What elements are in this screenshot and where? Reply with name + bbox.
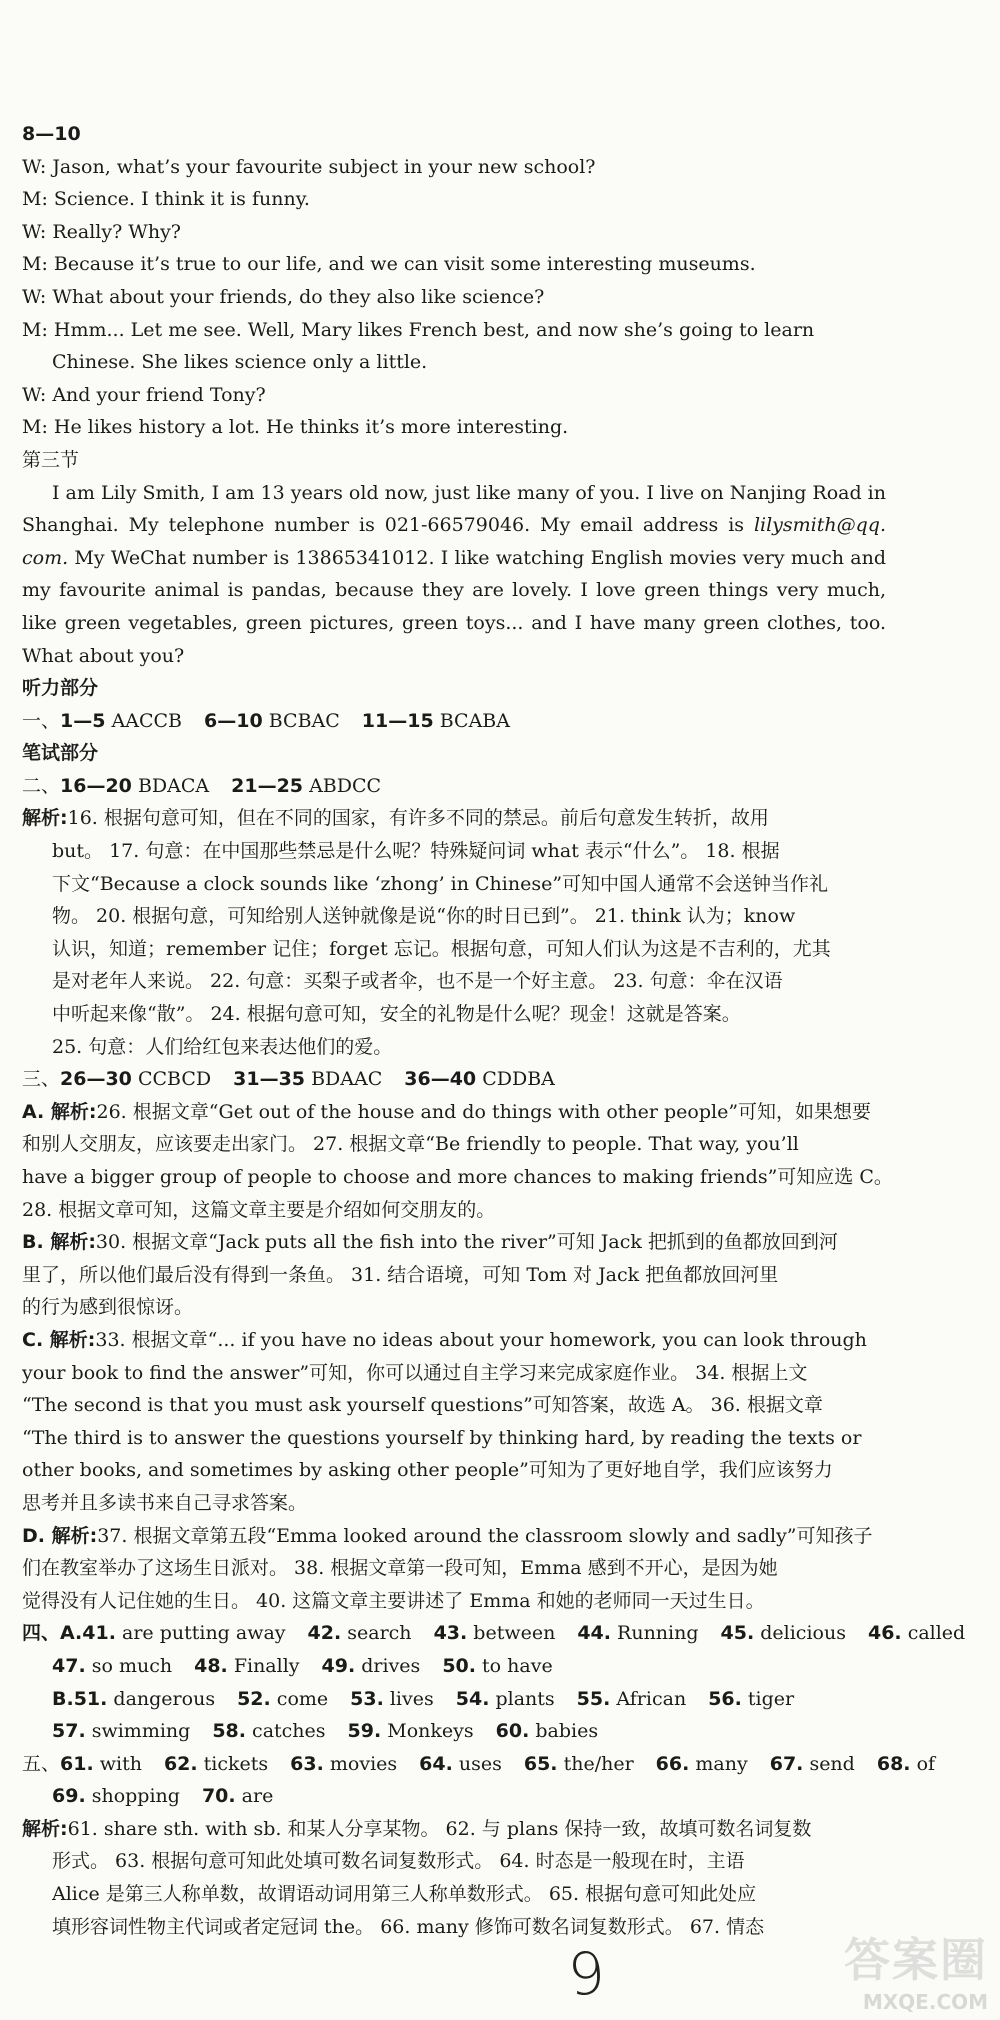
- explanation-label: 解析:: [22, 1817, 68, 1840]
- part3-answers: [22, 1063, 886, 1096]
- item-answer: called: [907, 1622, 966, 1645]
- dialogue-line: M: He likes history a lot. He thinks it’s more interesting.: [22, 416, 569, 439]
- part-prefix: 四、A.: [22, 1622, 83, 1645]
- item-answer: catches: [252, 1720, 326, 1743]
- item-number: 42.: [307, 1622, 342, 1645]
- part4-line: [22, 1617, 966, 1650]
- explanation-line: 和别人交朋友，应该要走出家门。 27. 根据文章“Be friendly to people. That way, you’ll: [22, 1133, 799, 1156]
- explanation-line: [22, 1813, 886, 1846]
- explanation-line: [22, 1324, 886, 1357]
- answer-letters: AACCB: [111, 709, 182, 732]
- item-answer: shopping: [91, 1785, 180, 1808]
- part-prefix: 三、: [22, 1068, 61, 1091]
- part4-line: [22, 1650, 886, 1683]
- item-answer: Running: [617, 1622, 699, 1645]
- section3-heading: 第三节: [22, 448, 80, 471]
- explanation-line: 25. 句意：人们给红包来表达他们的爱。: [52, 1035, 393, 1058]
- item-number: 41.: [82, 1622, 116, 1645]
- item-answer: so much: [91, 1654, 173, 1677]
- answer-range: 36—40: [404, 1068, 477, 1091]
- item-answer: send: [809, 1752, 855, 1775]
- item-number: 46.: [867, 1622, 902, 1645]
- passage-text-a: I am Lily Smith, I am 13 years old now, just like many of you. I live on Nanjing Road in Shanghai. My telephone number is 021-66579046. My email address is: [22, 481, 886, 537]
- explanation-label: C. 解析:: [22, 1328, 96, 1351]
- explanation-line: [22, 1226, 886, 1259]
- item-answer: tiger: [747, 1687, 795, 1710]
- explanation-label: A. 解析:: [22, 1100, 97, 1123]
- item-answer: movies: [329, 1752, 398, 1775]
- item-answer: delicious: [760, 1622, 846, 1645]
- item-number: 61.: [60, 1752, 94, 1775]
- explanation-text: 26. 根据文章“Get out of the house and do things with other people”可知，如果想要: [96, 1100, 872, 1123]
- item-number: 57.: [52, 1720, 86, 1743]
- explanation-line: 思考并且多读书来自己寻求答案。: [22, 1491, 308, 1514]
- explanation-line: 里了，所以他们最后没有得到一条鱼。 31. 结合语境，可知 Tom 对 Jack 把鱼都放回河里: [22, 1263, 779, 1286]
- item-number: 55.: [576, 1687, 611, 1710]
- item-number: 62.: [163, 1752, 198, 1775]
- explanation-text: 16. 根据句意可知，但在不同的国家，有许多不同的禁忌。前后句意发生转折，故用: [67, 807, 769, 830]
- explanation-text: 37. 根据文章第五段“Emma looked around the classroom slowly and sadly”可知孩子: [97, 1524, 873, 1547]
- item-answer: babies: [535, 1720, 599, 1743]
- dialogue-line: W: What about your friends, do they also like science?: [22, 285, 545, 308]
- explanation-line: 填形容词性物主代词或者定冠词 the。 66. many 修饰可数名词复数形式。 67. 情态: [52, 1915, 765, 1938]
- explanation-line: 28. 根据文章可知，这篇文章主要是介绍如何交朋友的。: [22, 1198, 496, 1221]
- explanation-label: 解析:: [22, 807, 68, 830]
- listening-answers: [22, 705, 886, 738]
- dialogue-line: W: And your friend Tony?: [22, 383, 266, 406]
- written-answers: [22, 770, 886, 803]
- dialogue-line: Chinese. She likes science only a little.: [52, 351, 428, 374]
- item-answer: are: [241, 1785, 274, 1808]
- dialogue-line: M: Because it’s true to our life, and we can visit some interesting museums.: [22, 253, 756, 276]
- explanation-line: “The third is to answer the questions yourself by thinking hard, by reading the texts or: [22, 1426, 862, 1449]
- answer-range: 11—15: [361, 709, 434, 732]
- part5-line: [22, 1780, 886, 1813]
- item-number: 59.: [347, 1720, 382, 1743]
- watermark-url: MXQE.COM: [862, 1990, 988, 2014]
- answer-range: 26—30: [60, 1068, 132, 1091]
- item-answer: Finally: [233, 1654, 300, 1677]
- answer-letters: BDAAC: [311, 1068, 383, 1091]
- explanation-line: 形式。 63. 根据句意可知此处填可数名词复数形式。 64. 时态是一般现在时，主语: [52, 1850, 745, 1873]
- item-answer: uses: [458, 1752, 502, 1775]
- explanation-line: [22, 1520, 886, 1553]
- part-prefix: B.: [52, 1687, 74, 1710]
- item-number: 50.: [442, 1654, 476, 1677]
- dialogue-line: W: Really? Why?: [22, 220, 181, 243]
- listening-heading: 听力部分: [22, 677, 99, 700]
- item-answer: search: [347, 1622, 412, 1645]
- item-number: 48.: [194, 1654, 228, 1677]
- item-answer: Monkeys: [387, 1720, 474, 1743]
- item-number: 53.: [350, 1687, 384, 1710]
- item-answer: between: [473, 1622, 556, 1645]
- item-answer: the/her: [563, 1752, 634, 1775]
- item-answer: are putting away: [122, 1622, 286, 1645]
- item-answer: lives: [389, 1687, 434, 1710]
- item-answer: African: [616, 1687, 687, 1710]
- item-answer: come: [276, 1687, 329, 1710]
- explanation-line: 认识，知道；remember 记住；forget 忘记。根据句意，可知人们认为这是不吉利的，尤其: [52, 937, 831, 960]
- item-number: 49.: [321, 1654, 356, 1677]
- explanation-line: 下文“Because a clock sounds like ‘zhong’ in Chinese”可知中国人通常不会送钟当作礼: [52, 872, 829, 895]
- part-prefix: 五、: [22, 1752, 61, 1775]
- answer-range: 21—25: [231, 774, 304, 797]
- dialogue-line: M: Hmm... Let me see. Well, Mary likes French best, and now she’s going to learn: [22, 318, 815, 341]
- section3-passage: [22, 477, 886, 673]
- item-number: 63.: [290, 1752, 324, 1775]
- item-number: 44.: [577, 1622, 611, 1645]
- explanation-line: 物。 20. 根据句意，可知给别人送钟就像是说“你的时日已到”。 21. think 认为；know: [52, 905, 796, 928]
- explanation-label: D. 解析:: [22, 1524, 98, 1547]
- answer-range: 31—35: [233, 1068, 306, 1091]
- explanation-text: 30. 根据文章“Jack puts all the fish into the river”可知 Jack 把抓到的鱼都放回到河: [95, 1231, 838, 1254]
- explanation-line: [22, 1096, 886, 1129]
- item-answer: with: [99, 1752, 142, 1775]
- item-answer: to have: [482, 1654, 553, 1677]
- explanation-line: [22, 802, 886, 835]
- watermark-logo: [844, 1924, 988, 2014]
- item-answer: swimming: [91, 1720, 191, 1743]
- item-number: 60.: [495, 1720, 530, 1743]
- answer-letters: BCABA: [439, 709, 510, 732]
- written-heading: 笔试部分: [22, 742, 99, 765]
- item-answer: plants: [495, 1687, 555, 1710]
- answer-page: [22, 118, 966, 1943]
- item-number: 69.: [52, 1785, 86, 1808]
- answer-letters: BCBAC: [268, 709, 340, 732]
- explanation-line: 是对老年人来说。 22. 句意：买梨子或者伞，也不是一个好主意。 23. 句意：伞在汉语: [52, 970, 783, 993]
- explanation-line: 觉得没有人记住她的生日。 40. 这篇文章主要讲述了 Emma 和她的老师同一天过生日。: [22, 1589, 765, 1612]
- item-number: 54.: [455, 1687, 490, 1710]
- explanation-text: 33. 根据文章“... if you have no ideas about your homework, you can look through: [95, 1328, 867, 1351]
- item-number: 70.: [201, 1785, 236, 1808]
- item-number: 45.: [720, 1622, 755, 1645]
- passage-text-b: My WeChat number is 13865341012. I like watching English movies very much and my favourite animal is pandas, because they are lovely. I love green things very much, like green vegetables, green pictures, green toys... and I have many green clothes, too. What about you?: [22, 546, 886, 667]
- explanation-text: 61. share sth. with sb. 和某人分享某物。 62. 与 plans 保持一致，故填可数名词复数: [67, 1817, 812, 1840]
- answer-range: 6—10: [204, 709, 263, 732]
- item-answer: of: [916, 1752, 936, 1775]
- dialogue-line: M: Science. I think it is funny.: [22, 188, 310, 211]
- explanation-line: 的行为感到很惊讶。: [22, 1296, 194, 1319]
- answer-letters: CCBCD: [137, 1068, 212, 1091]
- explanation-line: 中听起来像“散”。 24. 根据句意可知，安全的礼物是什么呢？现金！这就是答案。: [52, 1003, 741, 1026]
- explanation-line: “The second is that you must ask yourself questions”可知答案，故选 A。 36. 根据文章: [22, 1394, 823, 1417]
- item-answer: many: [695, 1752, 748, 1775]
- part-prefix: 二、: [22, 774, 61, 797]
- email-address: lilysmith@qq. com.: [22, 514, 886, 569]
- item-number: 64.: [419, 1752, 453, 1775]
- explanation-line: other books, and sometimes by asking other people”可知为了更好地自学，我们应该努力: [22, 1459, 833, 1482]
- explanation-line: have a bigger group of people to choose and more chances to making friends”可知应选 C。: [22, 1166, 893, 1188]
- item-answer: drives: [361, 1654, 421, 1677]
- explanation-line: but。 17. 句意：在中国那些禁忌是什么呢？特殊疑问词 what 表示“什么”。 18. 根据: [52, 840, 780, 863]
- explanation-label: B. 解析:: [22, 1231, 96, 1254]
- item-number: 58.: [212, 1720, 246, 1743]
- item-number: 56.: [708, 1687, 742, 1710]
- watermark-logo-text: 答案圈: [844, 1933, 988, 1987]
- explanation-line: 们在教室举办了这场生日派对。 38. 根据文章第一段可知，Emma 感到不开心，是因为她: [22, 1557, 778, 1580]
- part5-line: [22, 1748, 936, 1781]
- item-number: 65.: [523, 1752, 558, 1775]
- page-number: 9: [565, 1938, 608, 2010]
- answer-letters: ABDCC: [309, 774, 382, 797]
- item-number: 68.: [876, 1752, 911, 1775]
- part-prefix: 一、: [22, 709, 61, 732]
- item-number: 52.: [237, 1687, 271, 1710]
- item-answer: tickets: [203, 1752, 269, 1775]
- explanation-line: Alice 是第三人称单数，故谓语动词用第三人称单数形式。 65. 根据句意可知此处应: [52, 1883, 757, 1906]
- answer-letters: CDDBA: [482, 1068, 555, 1091]
- item-number: 67.: [769, 1752, 804, 1775]
- dialogue-line: W: Jason, what’s your favourite subject in your new school?: [22, 155, 596, 178]
- answer-range: 1—5: [60, 709, 106, 732]
- part4-b-line: [22, 1683, 886, 1716]
- item-number: 66.: [655, 1752, 690, 1775]
- item-number: 43.: [433, 1622, 468, 1645]
- answer-letters: BDACA: [137, 774, 210, 797]
- explanation-line: your book to find the answer”可知，你可以通过自主学习来完成家庭作业。 34. 根据上文: [22, 1361, 808, 1384]
- item-answer: dangerous: [113, 1687, 216, 1710]
- dialogue-heading: 8—10: [22, 123, 81, 145]
- part4-b-line: [22, 1715, 886, 1748]
- answer-range: 16—20: [60, 774, 132, 797]
- item-number: 47.: [52, 1654, 86, 1677]
- item-number: 51.: [73, 1687, 108, 1710]
